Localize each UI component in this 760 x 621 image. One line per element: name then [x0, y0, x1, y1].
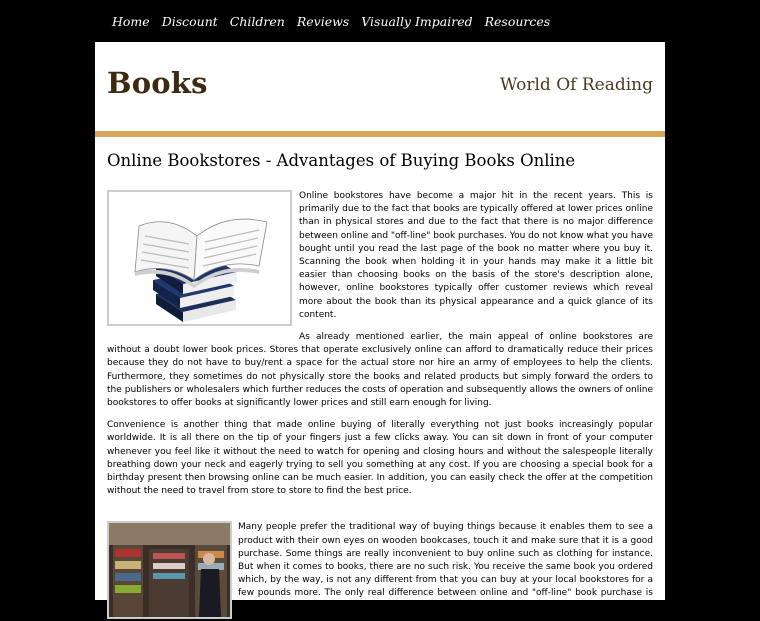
paragraph-3: Convenience is another thing that made online buying of literally everything not just books increasingly popular worldwide. It is all there on the tip of your fingers just a few clicks away. You can sit down in front of your computer whenever you feel like it without the need to watch for opening and closing hours and without the salespeople literally breathing down your neck and eagerly trying to sell you something at any cost. If you are choosing a special book for a birthday present then browsing online can be much easier. In addition, you can easily check the offer at the competition without the need to travel from store to store to find the best price.	[107, 420, 653, 497]
site-tagline: World Of Reading	[499, 75, 653, 95]
nav-discount-link[interactable]: Discount	[161, 13, 218, 29]
paragraph-2: As already mentioned earlier, the main appeal of online bookstores are without a doubt lower book prices. Stores that operate exclusively online can afford to dramatically reduce their prices because they do not have to buy/rent a space for the actual store nor hire an army of employees to help the clients. Furthermore, they sometimes do not physically store the books and related products but simply forward the orders to the publishers or wholesalers which further reduces the costs of operation and subsequently allows the owners of online bookstores to offer books at significantly lower prices and still earn enough for living.	[107, 332, 653, 409]
article	[95, 137, 665, 614]
article-title: Online Bookstores - Advantages of Buying Books Online	[107, 151, 576, 170]
nav-reviews-link[interactable]: Reviews	[296, 13, 350, 29]
top-navigation	[95, 0, 665, 42]
paragraph-4: Many people prefer the traditional way of buying things because it enables them to see a product with their own eyes on wooden bookcases, touch it and make sure that it is a good purchase. Some things are really inconvenient to buy online such as clothing for instance. But when it comes to books, there are no such risk. You receive the same book you ordered which, by the way, is not any different from that you can buy at your local bookstores for a few pounds more. The only real difference between online and "off-line" book purchase is that you do not get it immediately when buying online.	[238, 522, 653, 612]
paragraph-1: Online bookstores have become a major hit in the recent years. This is primarily due to the fact that books are typically offered at lower prices online than in physical stores and due to the fact that there is no major difference between online and "off-line" book purchases. You do not know what you have bought until you read the last page of the book no matter where you buy it. Scanning the book when holding it in your hands may make it a little bit easier than choosing books on the basis of the store's description alone, however, online bookstores typically offer customer reviews which reveal more about the book than its physical appearance and a quick glance of its content.	[299, 191, 653, 320]
open-book-image	[107, 190, 292, 326]
nav-resources-link[interactable]: Resources	[484, 13, 551, 29]
book-stack-illustration	[109, 192, 290, 324]
bookstore-interior-image	[107, 521, 232, 619]
nav-home-link[interactable]: Home	[112, 13, 150, 29]
page	[95, 0, 665, 612]
nav-visually-impaired-link[interactable]: Visually Impaired	[361, 13, 473, 29]
site-logo[interactable]: Books	[107, 66, 208, 100]
nav-children-link[interactable]: Children	[229, 13, 285, 29]
section-spacer	[107, 507, 653, 521]
bookstore-photo-illustration	[109, 523, 230, 617]
site-header	[95, 42, 665, 131]
